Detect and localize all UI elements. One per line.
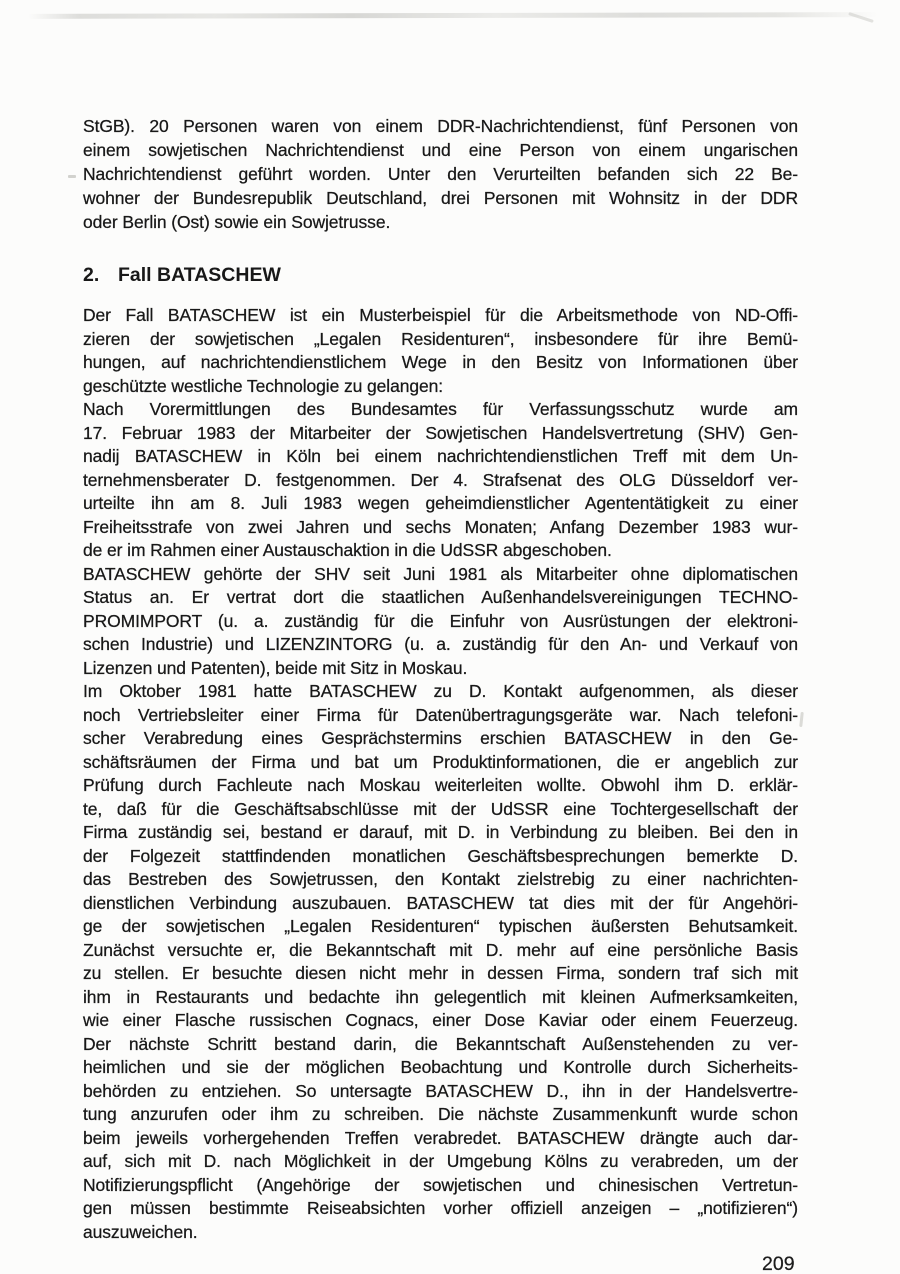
section-title: Fall BATASCHEW: [118, 264, 281, 286]
text-line: Nach Vorermittlungen des Bundesamtes für Verfassungsschutz wurde am: [83, 399, 798, 419]
text-line: te, daß für die Geschäftsabschlüsse mit der UdSSR eine Tochtergesellschaft der: [83, 798, 798, 819]
text-line: scher Verabredung eines Gesprächstermins erschien BATASCHEW in den Ge-: [83, 728, 798, 748]
text-line: Status an. Er vertrat dort die staatlichen Außenhandelsvereinigungen TECHNO-: [83, 587, 798, 607]
text-line: schen Industrie) und LIZENZINTORG (u. a. zuständig für den An- und Verkauf von: [83, 634, 798, 654]
text-line: der Folgezeit stattfindenden monatlichen Geschäftsbesprechungen bemerkte D.: [83, 845, 798, 866]
text-line: Prüfung durch Fachleute nach Moskau weiterleiten wollte. Obwohl ihm D. erklär-: [83, 775, 798, 795]
text-line: tung anzurufen oder ihm zu schreiben. Die nächste Zusammenkunft wurde schon: [83, 1104, 798, 1124]
text-line: PROMIMPORT (u. a. zuständig für die Einfuhr von Ausrüstungen der elektroni-: [83, 610, 798, 631]
scan-artifact-right-margin-mark: [799, 712, 804, 727]
page-number: 209: [762, 1253, 795, 1274]
text-line: Lizenzen und Patenten), beide mit Sitz in Moskau.: [83, 657, 468, 678]
text-line: StGB). 20 Personen waren von einem DDR-Nachrichtendienst, fünf Personen von: [83, 116, 798, 136]
intro-paragraph: [83, 114, 798, 234]
text-line: Firma zuständig sei, bestand er darauf, mit D. in Verbindung zu bleiben. Bei den in: [83, 822, 798, 842]
text-line: beim jeweils vorhergehenden Treffen verabredet. BATASCHEW drängte auch dar-: [83, 1127, 798, 1148]
text-line: Der nächste Schritt bestand darin, die Bekanntschaft Außenstehenden zu ver-: [83, 1033, 798, 1054]
section-body-paragraphs: [83, 304, 798, 1244]
text-line: noch Vertriebsleiter einer Firma für Datenübertragungsgeräte war. Nach telefoni-: [83, 704, 798, 725]
text-line: zieren der sowjetischen „Legalen Residenturen“, insbesondere für ihre Bemü-: [83, 328, 798, 349]
text-line: ihm in Restaurants und bedachte ihn gelegentlich mit kleinen Aufmerksamkeiten,: [83, 986, 798, 1007]
text-line: oder Berlin (Ost) sowie ein Sowjetrusse.: [83, 212, 391, 232]
text-line: Zunächst versuchte er, die Bekanntschaft mit D. mehr auf eine persönliche Basis: [83, 939, 798, 960]
section-heading: [83, 263, 798, 287]
text-line: das Bestreben des Sowjetrussen, den Kontakt zielstrebig zu einer nachrichten-: [83, 869, 798, 889]
text-line: Im Oktober 1981 hatte BATASCHEW zu D. Kontakt aufgenommen, als dieser: [83, 681, 798, 701]
section-number: 2.: [83, 264, 100, 286]
text-line: einem sowjetischen Nachrichtendienst und eine Person von einem ungarischen: [83, 140, 798, 160]
text-line: Der Fall BATASCHEW ist ein Musterbeispiel für die Arbeitsmethode von ND-Offi-: [83, 305, 798, 325]
text-line: schäftsräumen der Firma und bat um Produktinformationen, die er angeblich zur: [83, 751, 798, 772]
text-line: gen müssen bestimmte Reiseabsichten vorher offiziell anzeigen – „notifizieren“): [83, 1198, 798, 1218]
text-line: zu stellen. Er besuchte diesen nicht mehr in dessen Firma, sondern traf sich mit: [83, 963, 798, 983]
text-line: wohner der Bundesrepublik Deutschland, drei Personen mit Wohnsitz in der DDR: [83, 188, 798, 208]
scan-artifact-left-margin-dash: [68, 175, 76, 178]
text-line: de er im Rahmen einer Austauschaktion in die UdSSR abgeschoben.: [83, 540, 612, 560]
text-line: Notifizierungspflicht (Angehörige der sowjetischen und chinesischen Vertretun-: [83, 1174, 798, 1195]
text-line: behörden zu entziehen. So untersagte BATASCHEW D., ihn in der Handelsvertre-: [83, 1080, 798, 1101]
text-line: 17. Februar 1983 der Mitarbeiter der Sowjetischen Handelsvertretung (SHV) Gen-: [83, 422, 798, 443]
text-line: wie einer Flasche russischen Cognacs, einer Dose Kaviar oder einem Feuerzeug.: [83, 1010, 798, 1030]
text-line: ge der sowjetischen „Legalen Residenturen“ typischen äußersten Behutsamkeit.: [83, 916, 798, 936]
text-line: dienstlichen Verbindung auszubauen. BATASCHEW tat dies mit der für Angehöri-: [83, 892, 798, 913]
text-line: hungen, auf nachrichtendienstlichem Wege in den Besitz von Informationen über: [83, 352, 798, 372]
text-line: heimlichen und sie der möglichen Beobachtung und Kontrolle durch Sicherheits-: [83, 1057, 798, 1077]
text-line: urteilte ihn am 8. Juli 1983 wegen geheimdienstlicher Agententätigkeit zu einer: [83, 493, 798, 513]
text-line: auf, sich mit D. nach Möglichkeit in der Umgebung Kölns zu verabreden, um der: [83, 1151, 798, 1171]
text-line: geschützte westliche Technologie zu gelangen:: [83, 375, 444, 396]
text-line: Nachrichtendienst geführt worden. Unter den Verurteilten befanden sich 22 Be-: [83, 164, 798, 184]
text-line: Freiheitsstrafe von zwei Jahren und sechs Monaten; Anfang Dezember 1983 wur-: [83, 516, 798, 537]
scan-artifact-top-line: [28, 12, 878, 19]
text-line: BATASCHEW gehörte der SHV seit Juni 1981 als Mitarbeiter ohne diplomatischen: [83, 563, 798, 584]
text-line: nadij BATASCHEW in Köln bei einem nachrichtendienstlichen Treff mit dem Un-: [83, 446, 798, 466]
text-line: ternehmensberater D. festgenommen. Der 4. Strafsenat des OLG Düsseldorf ver-: [83, 469, 798, 490]
text-line: auszuweichen.: [83, 1221, 198, 1242]
